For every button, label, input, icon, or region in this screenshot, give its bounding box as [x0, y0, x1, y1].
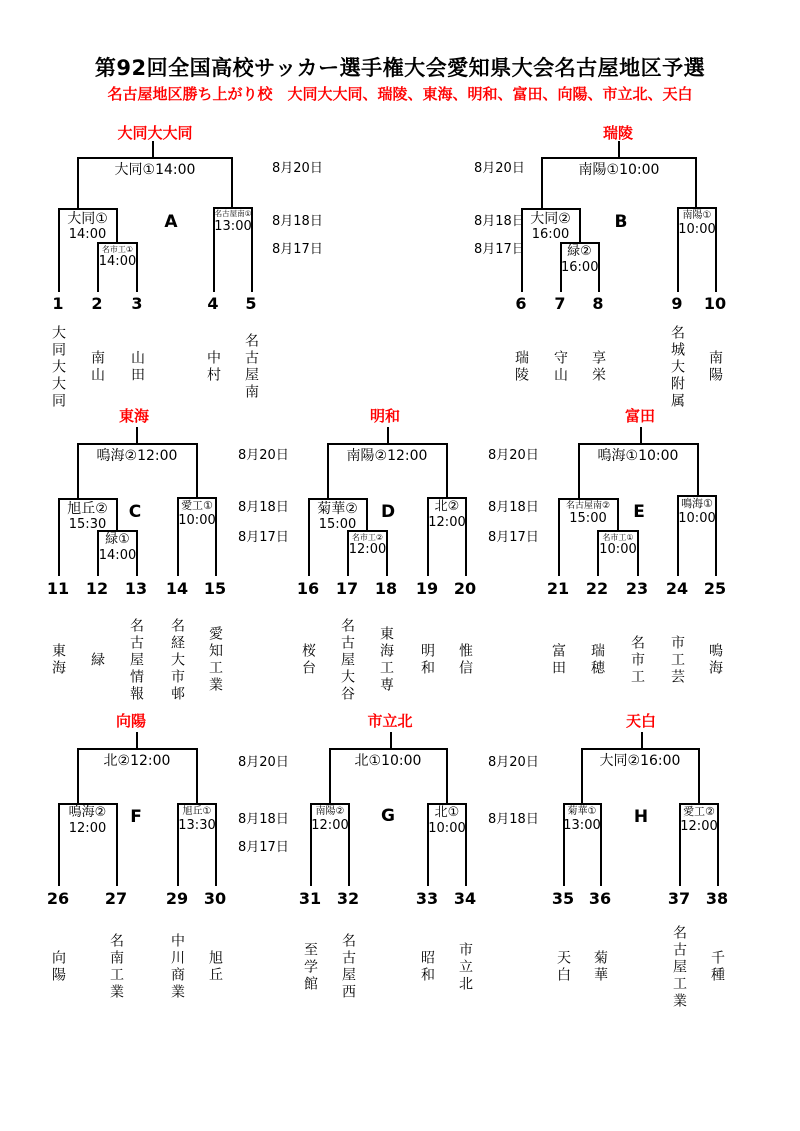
- date-label: 8月20日: [238, 448, 289, 463]
- bracket-line: [558, 498, 619, 500]
- seed-number: 36: [588, 889, 612, 908]
- date-label: 8月18日: [272, 214, 323, 229]
- team-name-slot: [374, 600, 398, 720]
- final-match-label: 鳴海①10:00: [597, 448, 679, 464]
- bracket-line: [116, 208, 118, 242]
- team-name-slot: [453, 907, 477, 1027]
- match-label: [214, 210, 252, 235]
- seed-number: 6: [515, 294, 527, 313]
- block-winner-label: 瑞陵: [602, 124, 633, 142]
- seed-number: 13: [124, 579, 148, 598]
- match-venue-label: 鳴海②: [68, 805, 107, 820]
- match-label: [557, 501, 619, 527]
- match-venue-label: 愛工②: [683, 805, 715, 818]
- match-time-label: 10:00: [428, 820, 466, 836]
- final-match-label: 北②12:00: [103, 753, 171, 769]
- bracket-line: [310, 803, 350, 805]
- match-label: [348, 533, 387, 558]
- team-name-slot: [665, 600, 689, 720]
- match-label: [311, 806, 349, 833]
- team-name-slot: [85, 600, 109, 720]
- match-venue-label: 名古屋南②: [565, 501, 611, 511]
- team-name: 瑞陵: [513, 350, 529, 384]
- final-match-label: 南陽①10:00: [578, 162, 660, 178]
- match-label: [561, 245, 598, 276]
- seed-number: 3: [131, 294, 143, 313]
- match-label: [59, 211, 116, 243]
- bracket-line: [641, 732, 643, 748]
- final-match-label: 北①10:00: [354, 753, 422, 769]
- bracket-line: [563, 803, 602, 805]
- team-name-slot: [46, 307, 70, 427]
- team-name: 南陽: [707, 350, 723, 384]
- date-label: 8月18日: [238, 500, 289, 515]
- team-name-slot: [203, 907, 227, 1027]
- team-name-slot: [703, 307, 727, 427]
- match-time-label: 12:00: [68, 820, 107, 836]
- team-name-slot: [551, 907, 575, 1027]
- date-label: 8月20日: [488, 448, 539, 463]
- seed-number: 2: [91, 294, 103, 313]
- team-name-slot: [335, 600, 359, 720]
- match-venue-label: 北①: [434, 805, 460, 820]
- block-letter: A: [164, 212, 178, 232]
- team-name: 名経大市邨: [169, 617, 185, 703]
- match-label: [178, 500, 216, 529]
- team-name-slot: [46, 907, 70, 1027]
- seed-number: 23: [625, 579, 649, 598]
- date-label: 8月17日: [474, 242, 525, 257]
- match-venue-label: 南陽①: [682, 210, 712, 221]
- bracket-line: [136, 427, 138, 443]
- match-time-label: 12:00: [428, 514, 466, 530]
- bracket-line: [618, 141, 620, 157]
- seed-number: 15: [203, 579, 227, 598]
- match-time-label: 13:30: [178, 817, 216, 833]
- team-name: 東海: [50, 643, 66, 677]
- match-time-label: 12:00: [348, 542, 387, 558]
- match-venue-label: 南陽②: [315, 806, 345, 817]
- match-label: [678, 210, 716, 237]
- team-name: 富田: [550, 643, 566, 677]
- team-name: 愛知工業: [207, 626, 223, 694]
- date-label: 8月20日: [488, 755, 539, 770]
- date-label: 8月18日: [488, 812, 539, 827]
- team-name: 東海工専: [378, 626, 394, 694]
- seed-number: 10: [703, 294, 727, 313]
- seed-number: 26: [46, 889, 70, 908]
- team-name-slot: [239, 307, 263, 427]
- team-name: 名古屋工業: [671, 924, 687, 1010]
- date-label: 8月17日: [272, 242, 323, 257]
- seed-number: 16: [296, 579, 320, 598]
- match-venue-label: 愛工①: [181, 499, 213, 512]
- date-label: 8月20日: [474, 161, 525, 176]
- block-letter: D: [380, 502, 396, 522]
- team-name: 至学館: [302, 941, 318, 993]
- team-name: 名古屋大谷: [339, 617, 355, 703]
- team-name-slot: [415, 907, 439, 1027]
- date-label: 8月18日: [488, 500, 539, 515]
- seed-number: 18: [374, 579, 398, 598]
- team-name: 中川商業: [169, 933, 185, 1001]
- team-name-slot: [667, 907, 691, 1027]
- match-time-label: 14:00: [98, 547, 137, 563]
- match-time-label: 10:00: [678, 221, 716, 237]
- bracket-line: [541, 157, 543, 208]
- team-name: 名市工: [629, 634, 645, 686]
- match-venue-label: 菊華②: [317, 501, 358, 517]
- match-time-label: 16:00: [561, 259, 599, 275]
- seed-number: 17: [335, 579, 359, 598]
- seed-number: 29: [165, 889, 189, 908]
- match-venue-label: 名市工①: [602, 533, 634, 542]
- match-label: [522, 211, 579, 243]
- match-label: [59, 501, 116, 533]
- bracket-line: [677, 207, 717, 209]
- team-name-slot: [203, 600, 227, 720]
- match-label: [678, 498, 716, 527]
- seed-number: 22: [585, 579, 609, 598]
- match-time-label: 16:00: [531, 227, 570, 243]
- seed-number: 12: [85, 579, 109, 598]
- team-name: 旭丘: [207, 950, 223, 984]
- match-label: [562, 806, 602, 833]
- match-venue-label: 名古屋南①: [214, 209, 252, 218]
- match-label: [428, 500, 466, 531]
- team-name: 瑞穂: [589, 643, 605, 677]
- match-time-label: 10:00: [178, 512, 216, 528]
- seed-number: 7: [554, 294, 566, 313]
- match-venue-label: 北②: [434, 499, 460, 514]
- seed-number: 8: [592, 294, 604, 313]
- seed-number: 14: [165, 579, 189, 598]
- team-name-slot: [453, 600, 477, 720]
- team-name: 享栄: [590, 350, 606, 384]
- match-time-label: 13:00: [214, 218, 252, 234]
- match-label: [309, 501, 366, 533]
- seed-number: 20: [453, 579, 477, 598]
- team-name: 大同大大同: [50, 324, 66, 410]
- team-name-slot: [548, 307, 572, 427]
- bracket-line: [579, 208, 581, 242]
- bracket-line: [521, 208, 581, 210]
- match-time-label: 12:00: [311, 817, 349, 833]
- match-label: [98, 533, 137, 564]
- seed-number: 21: [546, 579, 570, 598]
- match-time-label: 12:00: [680, 818, 718, 834]
- seed-number: 25: [703, 579, 727, 598]
- team-name: 山田: [129, 350, 145, 384]
- match-time-label: 10:00: [678, 510, 716, 526]
- bracket-line: [177, 803, 217, 805]
- date-label: 8月17日: [238, 840, 289, 855]
- date-label: 8月18日: [474, 214, 525, 229]
- seed-number: 24: [665, 579, 689, 598]
- seed-number: 33: [415, 889, 439, 908]
- match-venue-label: 菊華①: [567, 806, 597, 817]
- match-label: [59, 806, 116, 837]
- team-name-slot: [703, 600, 727, 720]
- team-name-slot: [585, 600, 609, 720]
- team-name: 南山: [89, 350, 105, 384]
- bracket-line: [387, 427, 389, 443]
- bracket-line: [308, 498, 368, 500]
- seed-number: 35: [551, 889, 575, 908]
- match-time-label: 13:00: [563, 817, 601, 833]
- seed-number: 1: [52, 294, 64, 313]
- seed-number: 9: [671, 294, 683, 313]
- date-label: 8月17日: [238, 530, 289, 545]
- match-time-label: 15:00: [318, 517, 357, 533]
- block-winner-label: 東海: [118, 407, 149, 425]
- team-name: 向陽: [50, 950, 66, 984]
- team-name: 昭和: [419, 950, 435, 984]
- team-name-slot: [588, 907, 612, 1027]
- block-letter: B: [614, 212, 628, 232]
- seed-number: 27: [104, 889, 128, 908]
- team-name-slot: [415, 600, 439, 720]
- match-label: [428, 806, 466, 837]
- block-letter: F: [130, 807, 142, 827]
- bracket-line: [77, 157, 79, 208]
- match-time-label: 15:30: [68, 517, 107, 533]
- block-winner-label: 市立北: [367, 712, 413, 730]
- bracket-line: [695, 157, 697, 207]
- team-name: 惟信: [457, 643, 473, 677]
- match-label: [680, 806, 718, 835]
- date-label: 8月20日: [238, 755, 289, 770]
- block-letter: G: [381, 806, 395, 826]
- seed-number: 4: [207, 294, 219, 313]
- match-venue-label: 鳴海①: [681, 497, 713, 510]
- bracket-line: [58, 208, 118, 210]
- match-label: [98, 245, 137, 270]
- seed-number: 30: [203, 889, 227, 908]
- match-time-label: 15:00: [569, 511, 607, 527]
- team-name: 名南工業: [108, 933, 124, 1001]
- match-venue-label: 旭丘②: [67, 501, 108, 517]
- seed-number: 19: [415, 579, 439, 598]
- bracket-line: [116, 498, 118, 530]
- block-winner-label: 大同大大同: [117, 124, 193, 142]
- match-venue-label: 緑①: [105, 532, 130, 547]
- seed-number: 37: [667, 889, 691, 908]
- match-venue-label: 名市工①: [101, 245, 134, 254]
- team-name: 名古屋西: [340, 933, 356, 1001]
- seed-number: 31: [298, 889, 322, 908]
- bracket-line: [597, 530, 639, 532]
- bracket-line: [640, 427, 642, 443]
- team-name: 天白: [555, 950, 571, 984]
- final-match-label: 南陽②12:00: [346, 448, 428, 464]
- bracket-line: [152, 141, 154, 157]
- team-name-slot: [201, 307, 225, 427]
- seed-number: 34: [453, 889, 477, 908]
- seed-number: 38: [705, 889, 729, 908]
- block-winner-label: 向陽: [115, 712, 146, 730]
- match-venue-label: 旭丘①: [182, 806, 212, 817]
- team-name-slot: [298, 907, 322, 1027]
- team-name: 市工芸: [669, 634, 685, 686]
- team-name: 鳴海: [707, 643, 723, 677]
- team-name: 中村: [205, 350, 221, 384]
- block-winner-label: 明和: [369, 407, 400, 425]
- match-time-label: 14:00: [68, 227, 107, 243]
- seed-number: 5: [245, 294, 257, 313]
- team-name-slot: [336, 907, 360, 1027]
- match-label: [598, 533, 638, 558]
- match-venue-label: 緑②: [567, 244, 592, 259]
- final-match-label: 鳴海②12:00: [96, 448, 178, 464]
- seed-number: 11: [46, 579, 70, 598]
- match-time-label: 14:00: [98, 254, 137, 270]
- date-label: 8月17日: [488, 530, 539, 545]
- match-label: [178, 806, 216, 833]
- team-name-slot: [165, 907, 189, 1027]
- team-name-slot: [46, 600, 70, 720]
- block-letter: H: [633, 807, 649, 827]
- team-name: 緑: [89, 651, 105, 669]
- match-venue-label: 大同②: [530, 211, 571, 227]
- date-label: 8月18日: [238, 812, 289, 827]
- team-name: 名古屋南: [243, 333, 259, 401]
- bracket-line: [366, 498, 368, 530]
- match-time-label: 10:00: [599, 542, 637, 558]
- bracket-line: [116, 803, 118, 886]
- qualifiers-line: 名古屋地区勝ち上がり校 大同大大同、瑞陵、東海、明和、富田、向陽、市立北、天白: [107, 85, 693, 103]
- team-name-slot: [104, 907, 128, 1027]
- team-name-slot: [124, 600, 148, 720]
- team-name: 桜台: [300, 643, 316, 677]
- bracket-line: [136, 732, 138, 748]
- team-name: 名古屋情報: [128, 617, 144, 703]
- block-winner-label: 富田: [624, 407, 655, 425]
- team-name-slot: [165, 600, 189, 720]
- team-name: 千種: [709, 950, 725, 984]
- bracket-line: [58, 498, 118, 500]
- match-venue-label: 名市工②: [351, 533, 384, 542]
- final-match-label: 大同②16:00: [599, 753, 681, 769]
- team-name-slot: [296, 600, 320, 720]
- team-name-slot: [705, 907, 729, 1027]
- block-winner-label: 天白: [625, 712, 656, 730]
- team-name: 守山: [552, 350, 568, 384]
- team-name: 菊華: [592, 950, 608, 984]
- team-name: 名城大附属: [669, 324, 685, 410]
- team-name-slot: [509, 307, 533, 427]
- seed-number: 32: [336, 889, 360, 908]
- block-letter: C: [128, 502, 142, 522]
- final-match-label: 大同①14:00: [114, 162, 196, 178]
- team-name: 明和: [419, 643, 435, 677]
- team-name-slot: [625, 600, 649, 720]
- team-name-slot: [546, 600, 570, 720]
- block-letter: E: [633, 502, 645, 522]
- match-venue-label: 大同①: [67, 211, 108, 227]
- bracket-line: [390, 732, 392, 748]
- team-name: 市立北: [457, 941, 473, 993]
- date-label: 8月20日: [272, 161, 323, 176]
- bracket-line: [231, 157, 233, 207]
- page-title: 第92回全国高校サッカー選手権大会愛知県大会名古屋地区予選: [94, 56, 706, 80]
- bracket-line: [598, 242, 600, 292]
